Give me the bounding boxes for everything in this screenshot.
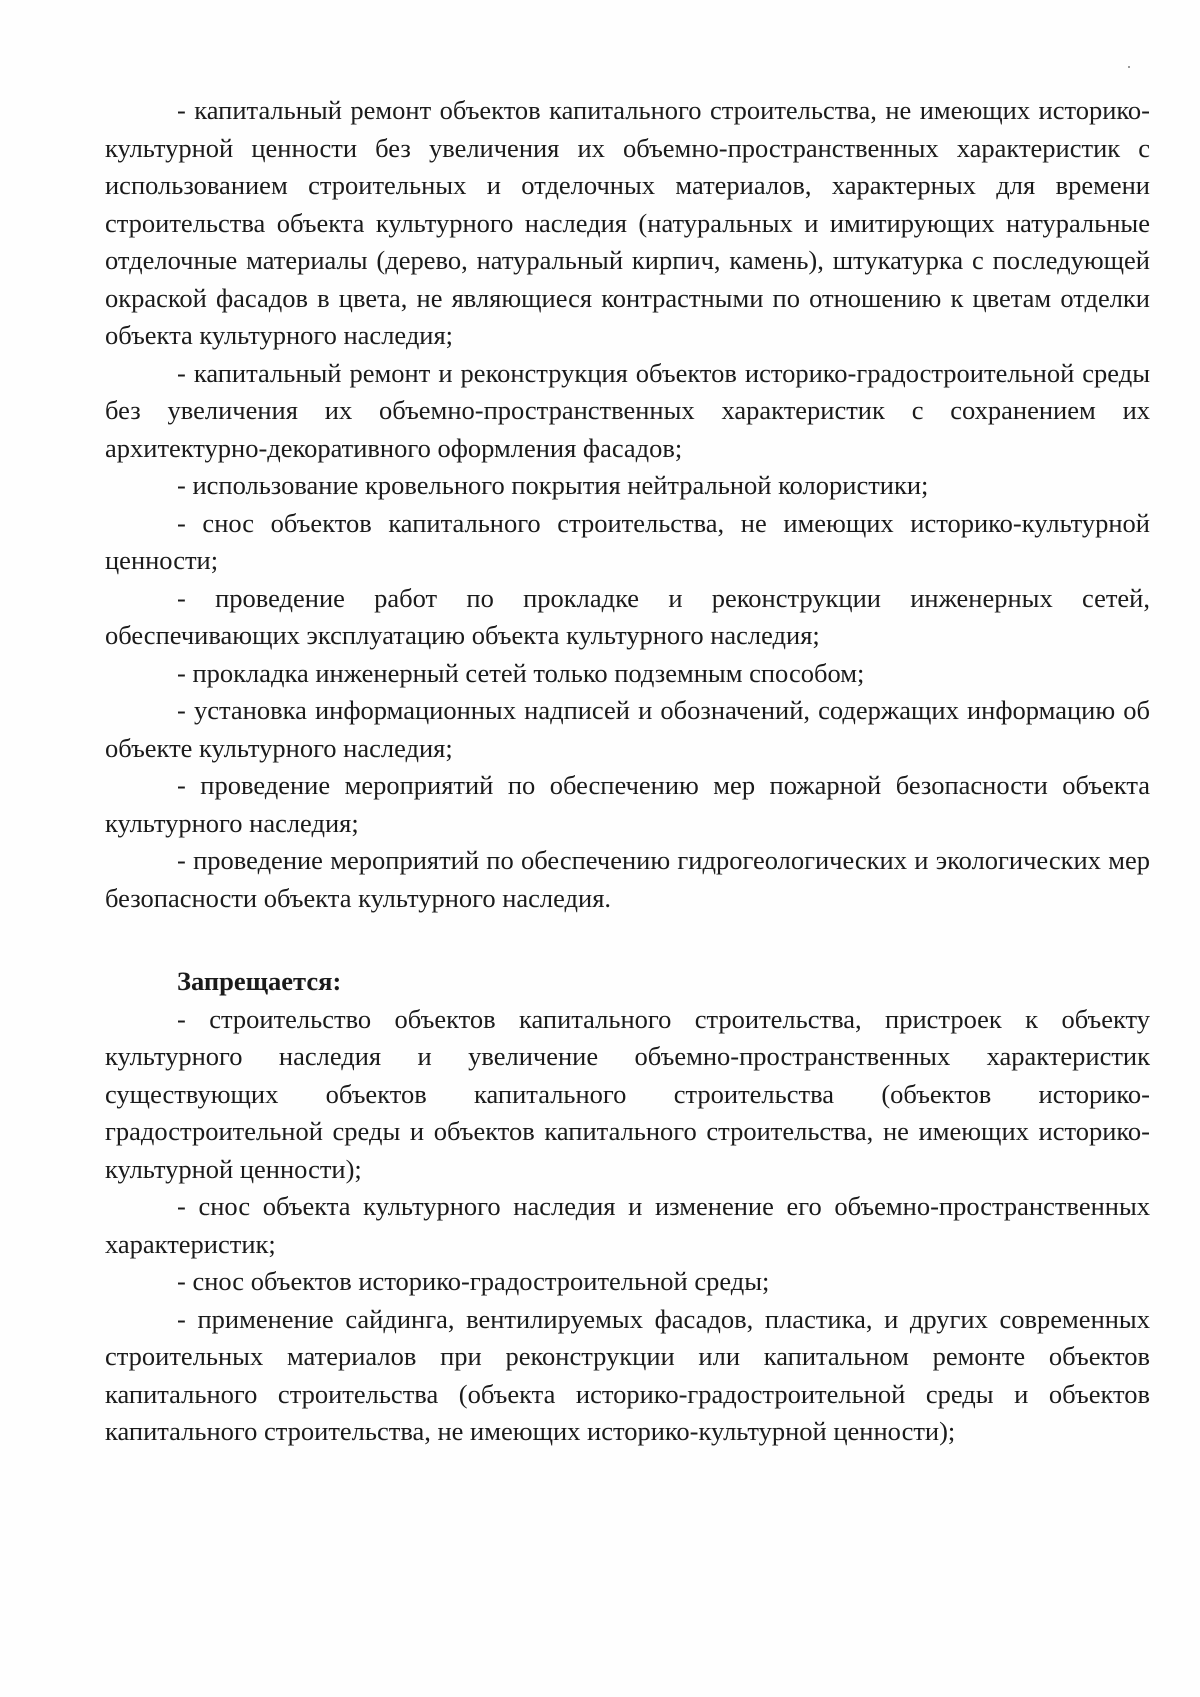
permitted-item: - установка информационных надписей и обозначений, содержащих информацию об объекте культурного наследия;: [105, 695, 1150, 763]
permitted-item: - снос объектов капитального строительства, не имеющих историко-культурной ценности;: [105, 507, 1150, 575]
permitted-item: - прокладка инженерный сетей только подземным способом;: [177, 657, 865, 688]
prohibited-item: - снос объектов историко-градостроительной среды;: [177, 1266, 770, 1296]
scan-speck: [1128, 66, 1130, 68]
permitted-item: - капитальный ремонт объектов капитального строительства, не имеющих историко-культурной ценности без увеличения их объемно-пространственных характеристик с использованием строительных и отделочных материалов, характерных для времени строительства объекта культурного наследия (натуральных и имитирующих натуральные отделочные материалы (дерево, натуральный кирпич, камень), штукатурка с последующей окраской фасадов в цвета, не являющиеся контрастными по отношению к цветам отделки объекта культурного наследия;: [105, 95, 1150, 350]
prohibited-item: - применение сайдинга, вентилируемых фасадов, пластика, и других современных строительных материалов при реконструкции или капитальном ремонте объектов капитального строительства (объекта историко-градостроительной среды и объектов капитального строительства, не имеющих историко-культурной ценности);: [105, 1303, 1150, 1446]
permitted-item: - проведение мероприятий по обеспечению мер пожарной безопасности объекта культурного наследия;: [105, 770, 1150, 838]
prohibited-item: - снос объекта культурного наследия и изменение его объемно-пространственных характеристик;: [105, 1191, 1150, 1259]
prohibited-item: - строительство объектов капитального строительства, пристроек к объекту культурного наследия и увеличение объемно-пространственных характеристик существующих объектов капитального строительства (объектов историко-градостроительной среды и объектов капитального строительства, не имеющих историко-культурной ценности);: [105, 1003, 1150, 1184]
permitted-item: - капитальный ремонт и реконструкция объектов историко-градостроительной среды без увеличения их объемно-пространственных характеристик с сохранением их архитектурно-декоративного оформления фасадов;: [105, 357, 1150, 463]
permitted-item: - проведение мероприятий по обеспечению гидрогеологических и экологических мер безопасности объекта культурного наследия.: [105, 845, 1150, 913]
permitted-item: - использование кровельного покрытия нейтральной колористики;: [177, 470, 929, 500]
section-heading: Запрещается:: [177, 966, 342, 996]
document-body: [105, 92, 1150, 1451]
permitted-item: - проведение работ по прокладке и реконструкции инженерных сетей, обеспечивающих эксплуатацию объекта культурного наследия;: [105, 582, 1150, 650]
